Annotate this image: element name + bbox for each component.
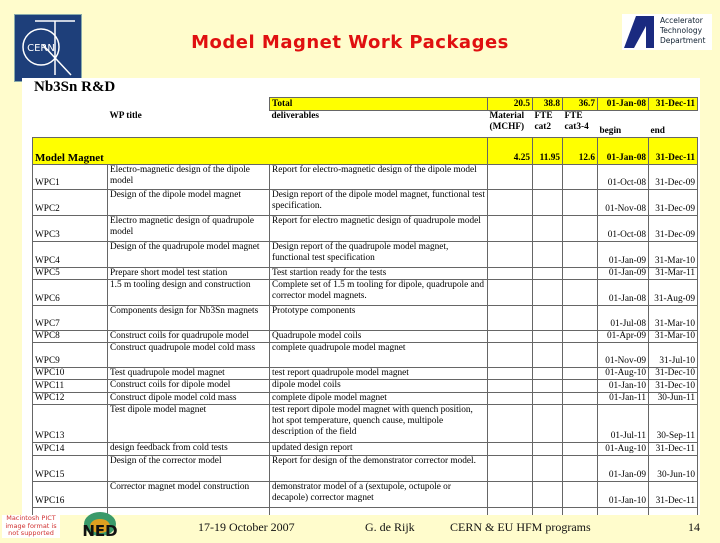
fte34: [563, 190, 598, 216]
wp-id: WPC11: [33, 380, 108, 393]
col-end: end: [650, 126, 665, 136]
end-date: 31-Mar-11: [649, 268, 698, 280]
material: [488, 482, 533, 508]
end-date: 30-Sep-11: [649, 405, 698, 443]
table-row: [33, 482, 698, 508]
empty-cell: [270, 508, 488, 516]
group-fte34: 12.6: [563, 138, 598, 165]
begin-date: 01-Oct-08: [598, 216, 649, 242]
wp-deliverable: Report for electro-magnetic design of the dipole model: [270, 165, 488, 190]
end-date: 31-Aug-09: [649, 280, 698, 306]
material: [488, 331, 533, 343]
wp-id: WPC16: [33, 482, 108, 508]
at-department-logo: [622, 14, 712, 50]
col-begin: begin: [599, 126, 622, 136]
table-row: [33, 268, 698, 280]
end-date: 31-Dec-11: [649, 443, 698, 456]
fte34: [563, 405, 598, 443]
wp-deliverable: test report quadrupole model magnet: [270, 368, 488, 380]
group-fte2: 11.95: [533, 138, 563, 165]
begin-date: 01-Nov-08: [598, 190, 649, 216]
fte2: [533, 482, 563, 508]
wp-title: Electro-magnetic design of the dipole model: [108, 165, 270, 190]
col-wp-title: WP title: [109, 110, 142, 121]
fte2: [533, 368, 563, 380]
end-date: 31-Dec-09: [649, 216, 698, 242]
fte34: [563, 280, 598, 306]
wp-id: WPC14: [33, 443, 108, 456]
table-row: [33, 380, 698, 393]
wp-title: Test dipole model magnet: [108, 405, 270, 443]
cern-logo: [14, 14, 82, 82]
fte2: [533, 331, 563, 343]
fte34: [563, 456, 598, 482]
sheet-heading: Nb3Sn R&D: [34, 79, 116, 95]
table-row: [33, 306, 698, 331]
footer-event: CERN & EU HFM programs: [450, 520, 591, 534]
fte34: [563, 482, 598, 508]
wp-deliverable: Design report of the quadrupole model magnet, functional test specification: [270, 242, 488, 268]
material: [488, 456, 533, 482]
wp-deliverable: demonstrator model of a (sextupole, octupole or decapole) corrector magnet: [270, 482, 488, 508]
wp-title: Construct coils for quadrupole model: [108, 331, 270, 343]
unsupported-image-placeholder: Macintosh PICT image format is not supported: [2, 515, 60, 538]
fte2: [533, 456, 563, 482]
wp-title: 1.5 m tooling design and construction: [108, 280, 270, 306]
fte2: [533, 268, 563, 280]
svg-text:NED: NED: [82, 522, 118, 538]
fte34: [563, 331, 598, 343]
empty-cell: [598, 508, 649, 516]
empty-cell: [533, 508, 563, 516]
begin-date: 01-Jan-11: [598, 393, 649, 405]
wp-id: WPC3: [33, 216, 108, 242]
begin-date: 01-Jan-09: [598, 242, 649, 268]
group-end: 31-Dec-11: [649, 138, 698, 165]
wp-id: WPC7: [33, 306, 108, 331]
end-date: 31-Dec-10: [649, 380, 698, 393]
total-begin: 01-Jan-08: [598, 98, 649, 111]
end-date: 31-Dec-11: [649, 482, 698, 508]
wp-id: WPC15: [33, 456, 108, 482]
fte34: [563, 242, 598, 268]
wp-title: Design of the corrector model: [108, 456, 270, 482]
begin-date: 01-Jul-08: [598, 306, 649, 331]
total-row: [33, 98, 698, 111]
table-row: [33, 280, 698, 306]
wp-id: WPC9: [33, 343, 108, 368]
wp-title: Components design for Nb3Sn magnets: [108, 306, 270, 331]
fte2: [533, 165, 563, 190]
wp-id: WPC4: [33, 242, 108, 268]
fte34: [563, 216, 598, 242]
group-begin: 01-Jan-08: [598, 138, 649, 165]
col-fte34: FTE cat3-4: [564, 111, 589, 132]
svg-text:CERN: CERN: [27, 43, 55, 54]
wp-deliverable: updated design report: [270, 443, 488, 456]
wp-deliverable: dipole model coils: [270, 380, 488, 393]
wp-title: Construct dipole model cold mass: [108, 393, 270, 405]
wp-deliverable: test report dipole model magnet with quench position, hot spot temperature, quench cause, multipole description of the field: [270, 405, 488, 443]
wp-id: WPC8: [33, 331, 108, 343]
fte34: [563, 268, 598, 280]
table-row: [33, 343, 698, 368]
table-row: [33, 443, 698, 456]
begin-date: 01-Apr-09: [598, 331, 649, 343]
header-row: [33, 111, 698, 138]
wp-title: Design of the dipole model magnet: [108, 190, 270, 216]
material: [488, 216, 533, 242]
table-row: [33, 368, 698, 380]
begin-date: 01-Aug-10: [598, 443, 649, 456]
total-end: 31-Dec-11: [649, 98, 698, 111]
begin-date: 01-Aug-10: [598, 368, 649, 380]
table-row: [33, 242, 698, 268]
work-package-table: [32, 97, 698, 515]
fte2: [533, 242, 563, 268]
wp-id: WPC1: [33, 165, 108, 190]
end-date: 30-Jun-10: [649, 456, 698, 482]
fte2: [533, 380, 563, 393]
end-date: 31-Dec-09: [649, 165, 698, 190]
wp-deliverable: Report for electro magnetic design of quadrupole model: [270, 216, 488, 242]
footer-date: 17-19 October 2007: [198, 520, 295, 534]
material: [488, 380, 533, 393]
empty-cell: [563, 508, 598, 516]
table-row: [33, 393, 698, 405]
col-deliverables: deliverables: [271, 111, 320, 121]
page-number: 14: [688, 520, 700, 534]
group-label: Model Magnet: [33, 138, 488, 165]
begin-date: 01-Jan-09: [598, 456, 649, 482]
slide-title: Model Magnet Work Packages: [191, 32, 509, 53]
begin-date: 01-Nov-09: [598, 343, 649, 368]
fte2: [533, 306, 563, 331]
wp-deliverable: Test startion ready for the tests: [270, 268, 488, 280]
begin-date: 01-Jan-10: [598, 380, 649, 393]
fte34: [563, 343, 598, 368]
group-row: [33, 138, 698, 165]
wp-title: Design of the quadrupole model magnet: [108, 242, 270, 268]
material: [488, 268, 533, 280]
wp-title: Prepare short model test station: [108, 268, 270, 280]
end-date: 31-Jul-10: [649, 343, 698, 368]
fte34: [563, 306, 598, 331]
wp-deliverable: complete quadrupole model magnet: [270, 343, 488, 368]
total-label: Total: [270, 98, 488, 111]
begin-date: 01-Jan-09: [598, 268, 649, 280]
wp-id: WPC6: [33, 280, 108, 306]
fte2: [533, 393, 563, 405]
fte2: [533, 216, 563, 242]
wp-id: WPC2: [33, 190, 108, 216]
wp-deliverable: Prototype components: [270, 306, 488, 331]
begin-date: 01-Jul-11: [598, 405, 649, 443]
material: [488, 443, 533, 456]
total-material: 20.5: [488, 98, 533, 111]
begin-date: 01-Jan-10: [598, 482, 649, 508]
at-logo-text: Accelerator Technology Department: [660, 16, 706, 45]
end-date: 31-Mar-10: [649, 306, 698, 331]
ned-logo: [64, 510, 134, 538]
wp-title: Test quadrupole model magnet: [108, 368, 270, 380]
footer-author: G. de Rijk: [365, 520, 415, 534]
material: [488, 280, 533, 306]
wp-deliverable: Design report of the dipole model magnet, functional test specification.: [270, 190, 488, 216]
wp-deliverable: complete dipole model magnet: [270, 393, 488, 405]
col-fte2: FTE cat2: [534, 111, 553, 132]
wp-id: WPC10: [33, 368, 108, 380]
wp-id: WPC13: [33, 405, 108, 443]
wp-title: Construct coils for dipole model: [108, 380, 270, 393]
empty-cell: [649, 508, 698, 516]
material: [488, 306, 533, 331]
fte2: [533, 443, 563, 456]
spreadsheet: [22, 78, 700, 515]
table-row: [33, 190, 698, 216]
group-material: 4.25: [488, 138, 533, 165]
material: [488, 190, 533, 216]
wp-id: WPC12: [33, 393, 108, 405]
material: [488, 393, 533, 405]
end-date: 30-Jun-11: [649, 393, 698, 405]
wp-id: WPC5: [33, 268, 108, 280]
wp-title: Electro magnetic design of quadrupole model: [108, 216, 270, 242]
fte2: [533, 190, 563, 216]
fte34: [563, 165, 598, 190]
begin-date: 01-Oct-08: [598, 165, 649, 190]
end-date: 31-Dec-10: [649, 368, 698, 380]
begin-date: 01-Jan-08: [598, 280, 649, 306]
fte2: [533, 405, 563, 443]
wp-title: Corrector magnet model construction: [108, 482, 270, 508]
fte34: [563, 443, 598, 456]
table-row: [33, 331, 698, 343]
wp-title: design feedback from cold tests: [108, 443, 270, 456]
table-row: [33, 456, 698, 482]
table-row: [33, 216, 698, 242]
total-fte2: 38.8: [533, 98, 563, 111]
fte34: [563, 368, 598, 380]
end-date: 31-Mar-10: [649, 242, 698, 268]
table-row: [33, 405, 698, 443]
material: [488, 242, 533, 268]
end-date: 31-Mar-10: [649, 331, 698, 343]
material: [488, 368, 533, 380]
table-row: [33, 165, 698, 190]
material: [488, 405, 533, 443]
wp-deliverable: Complete set of 1.5 m tooling for dipole, quadrupole and corrector model magnets.: [270, 280, 488, 306]
fte34: [563, 393, 598, 405]
material: [488, 343, 533, 368]
wp-title: Construct quadrupole model cold mass: [108, 343, 270, 368]
col-material: Material (MCHF): [489, 111, 525, 132]
wp-deliverable: Report for design of the demonstrator corrector model.: [270, 456, 488, 482]
wp-deliverable: Quadrupole model coils: [270, 331, 488, 343]
end-date: 31-Dec-09: [649, 190, 698, 216]
material: [488, 165, 533, 190]
fte2: [533, 343, 563, 368]
total-fte34: 36.7: [563, 98, 598, 111]
empty-cell: [488, 508, 533, 516]
fte34: [563, 380, 598, 393]
fte2: [533, 280, 563, 306]
